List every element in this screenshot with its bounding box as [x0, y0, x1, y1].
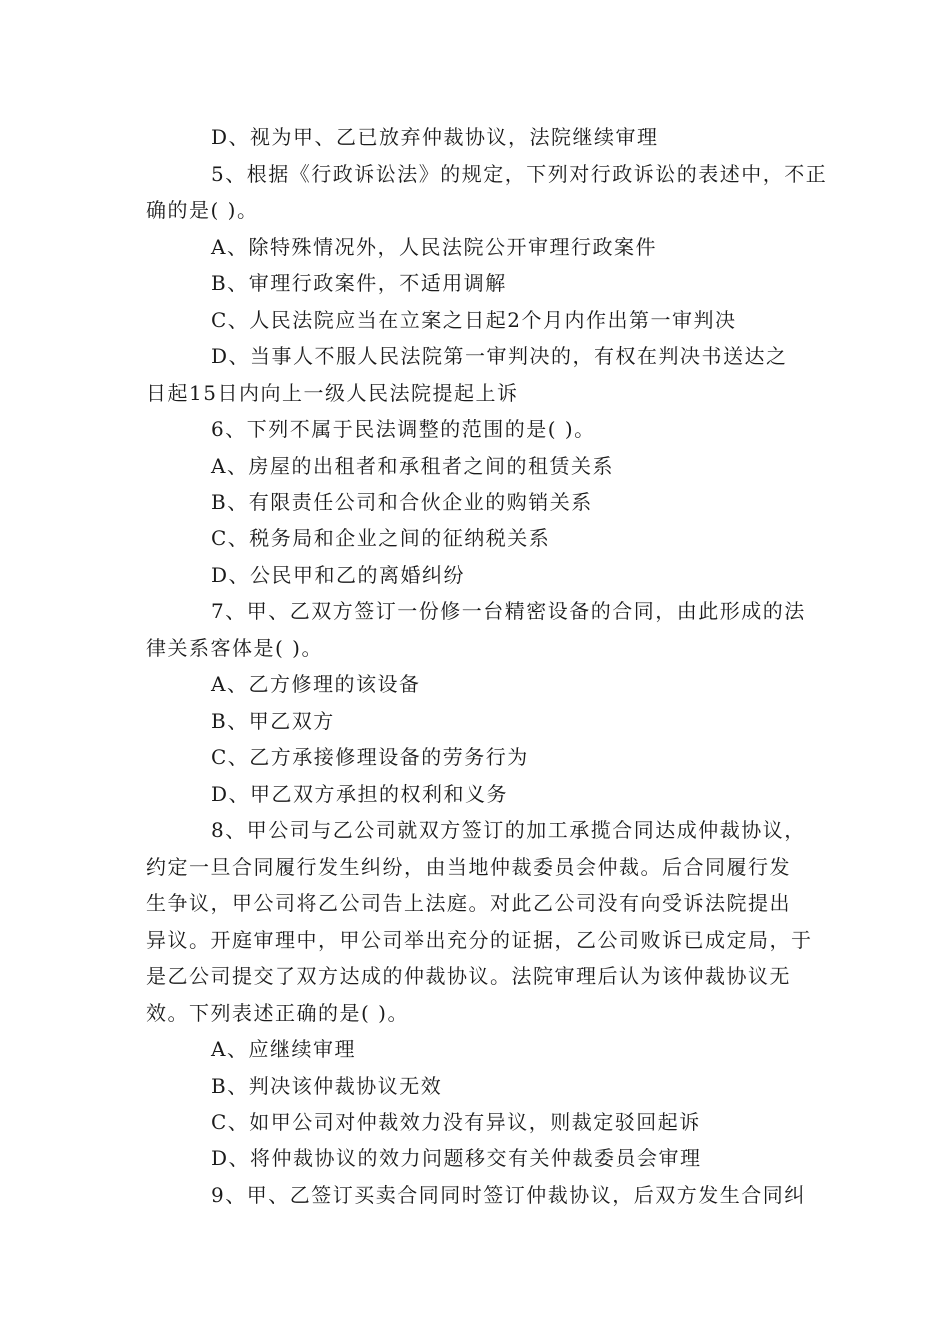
option-b-q8: B、判决该仲裁协议无效 [211, 1074, 443, 1098]
option-a-q6: A、房屋的出租者和承租者之间的租赁关系 [211, 454, 614, 478]
option-a-q8: A、应继续审理 [211, 1037, 356, 1061]
option-c-q8: C、如甲公司对仲裁效力没有异议，则裁定驳回起诉 [211, 1110, 701, 1134]
question-7-continued: 律关系客体是( )。 [146, 636, 323, 660]
option-a-q7: A、乙方修理的该设备 [211, 672, 421, 696]
option-d-q7: D、甲乙双方承担的权利和义务 [211, 782, 509, 806]
question-7: 7、甲、乙双方签订一份修一台精密设备的合同，由此形成的法 [211, 599, 806, 623]
question-8: 8、甲公司与乙公司就双方签订的加工承揽合同达成仲裁协议， [211, 818, 806, 842]
option-c-q5: C、人民法院应当在立案之日起2个月内作出第一审判决 [211, 308, 737, 332]
option-d-q4: D、视为甲、乙已放弃仲裁协议，法院继续审理 [211, 125, 659, 149]
option-c-q6: C、税务局和企业之间的征纳税关系 [211, 526, 551, 550]
option-d-q5-continued: 日起15日内向上一级人民法院提起上诉 [146, 381, 519, 405]
question-5: 5、根据《行政诉讼法》的规定，下列对行政诉讼的表述中，不正 [211, 162, 828, 186]
question-8-continued-1: 约定一旦合同履行发生纠纷，由当地仲裁委员会仲裁。后合同履行发 [146, 855, 791, 879]
option-d-q5: D、当事人不服人民法院第一审判决的，有权在判决书送达之 [211, 344, 788, 368]
option-b-q5: B、审理行政案件，不适用调解 [211, 271, 507, 295]
question-8-continued-2: 生争议，甲公司将乙公司告上法庭。对此乙公司没有向受诉法院提出 [146, 891, 791, 915]
option-b-q7: B、甲乙双方 [211, 709, 335, 733]
question-6: 6、下列不属于民法调整的范围的是( )。 [211, 417, 596, 441]
question-8-continued-3: 异议。开庭审理中，甲公司举出充分的证据，乙公司败诉已成定局，于 [146, 928, 813, 952]
question-5-continued: 确的是( )。 [146, 198, 259, 222]
option-a-q5: A、除特殊情况外，人民法院公开审理行政案件 [211, 235, 657, 259]
question-9: 9、甲、乙签订买卖合同同时签订仲裁协议，后双方发生合同纠 [211, 1183, 806, 1207]
option-d-q6: D、公民甲和乙的离婚纠纷 [211, 563, 466, 587]
question-8-continued-4: 是乙公司提交了双方达成的仲裁协议。法院审理后认为该仲裁协议无 [146, 964, 791, 988]
option-b-q6: B、有限责任公司和合伙企业的购销关系 [211, 490, 593, 514]
option-d-q8: D、将仲裁协议的效力问题移交有关仲裁委员会审理 [211, 1146, 702, 1170]
question-8-continued-5: 效。下列表述正确的是( )。 [146, 1001, 409, 1025]
option-c-q7: C、乙方承接修理设备的劳务行为 [211, 745, 529, 769]
